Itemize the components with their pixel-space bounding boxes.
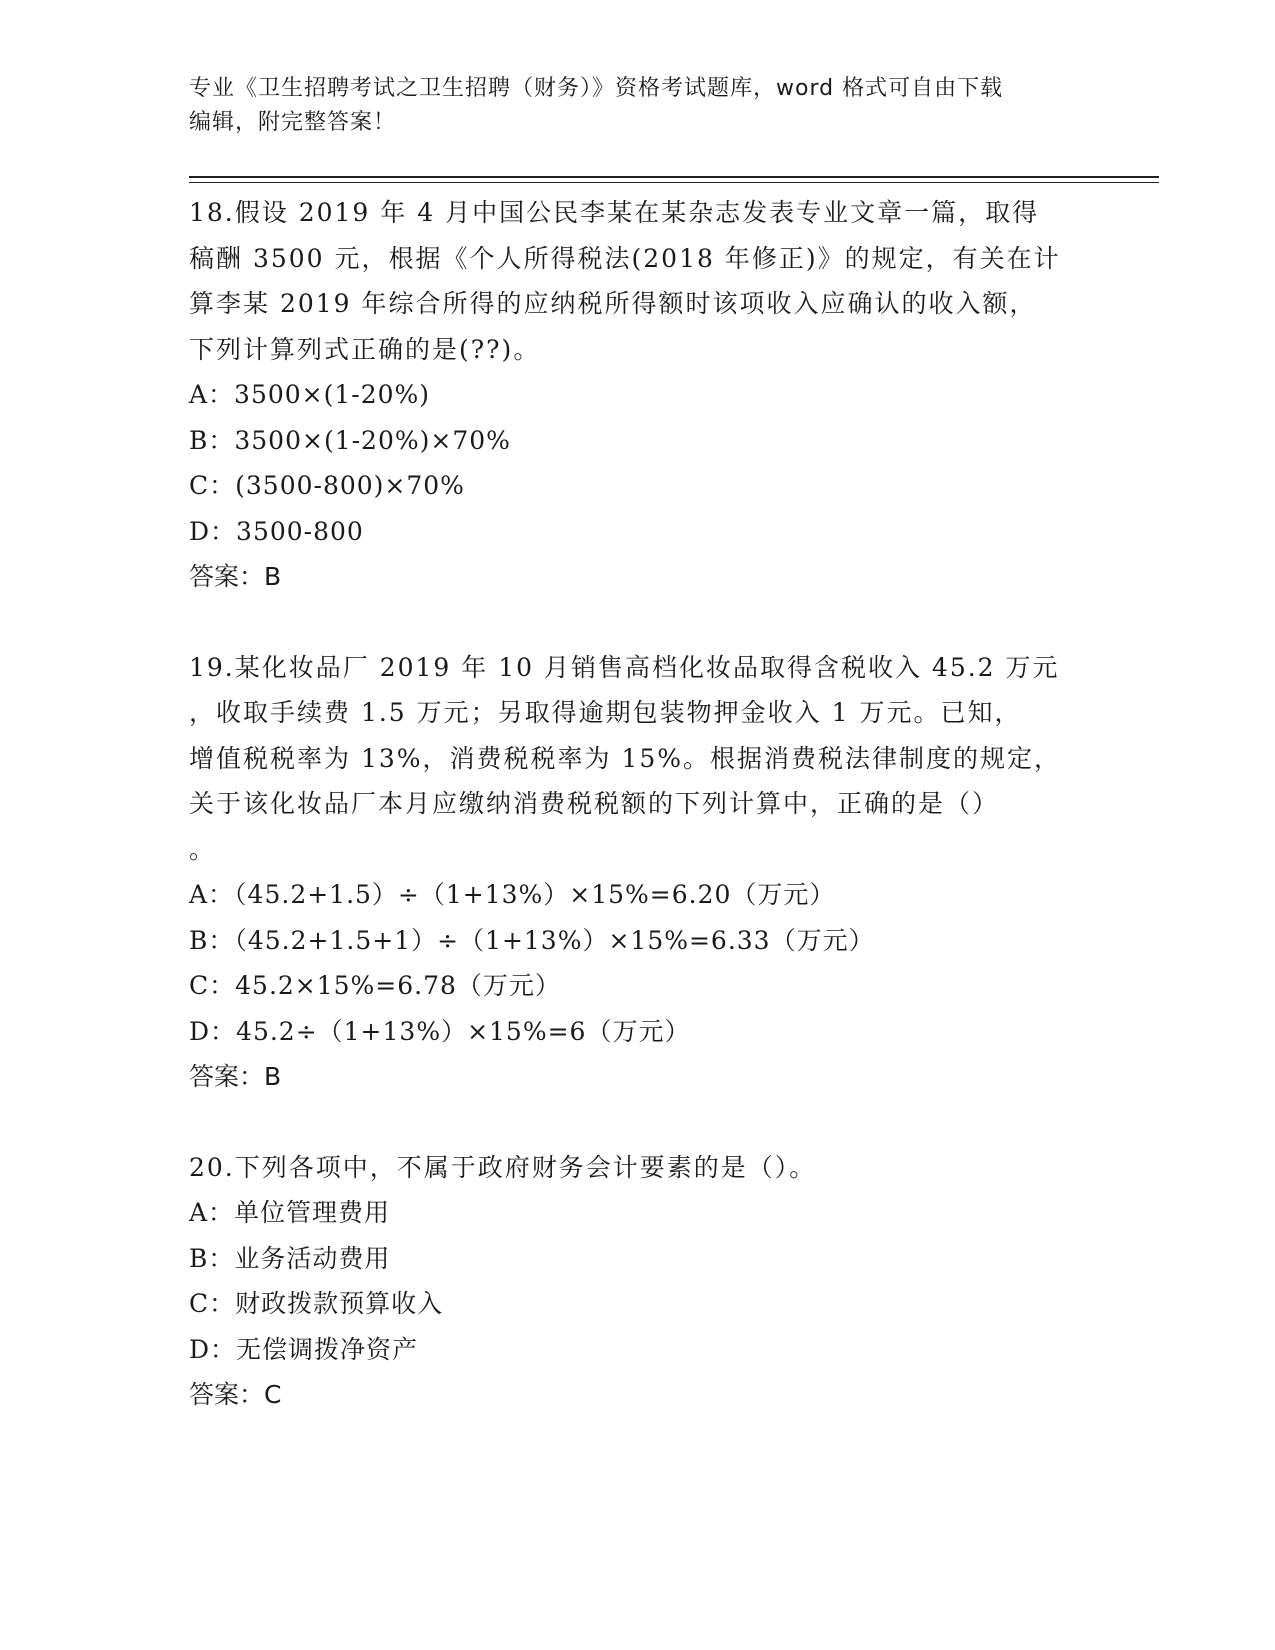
answer-line: 答案：C: [189, 1380, 282, 1409]
option-b: B：（45.2+1.5+1）÷（1+13%）×15%=6.33（万元）: [189, 925, 875, 955]
question-text-line: 。: [189, 834, 217, 864]
question-text-line: ，收取手续费 1.5 万元；另取得逾期包装物押金收入 1 万元。已知，: [189, 698, 1022, 727]
question-20: [189, 1145, 1089, 1418]
header-rule-thin: [189, 182, 1159, 183]
option-d: D：45.2÷（1+13%）×15%=6（万元）: [189, 1016, 691, 1046]
question-spacer: [189, 1100, 1089, 1145]
question-text-line: 算李某 2019 年综合所得的应纳税所得额时该项收入应确认的收入额，: [189, 289, 1037, 318]
question-text-line: 下列计算列式正确的是(??)。: [189, 334, 541, 364]
question-19: [189, 645, 1089, 1100]
option-c: C：财政拨款预算收入: [189, 1289, 444, 1318]
option-a: A：单位管理费用: [189, 1198, 391, 1227]
option-d: D：无偿调拨净资产: [189, 1334, 419, 1364]
question-text-line: 18.假设 2019 年 4 月中国公民李某在某杂志发表专业文章一篇，取得: [189, 198, 1040, 227]
option-d: D：3500-800: [189, 516, 364, 546]
header-line-1: 专业《卫生招聘考试之卫生招聘（财务）》资格考试题库，word 格式可自由下载: [189, 76, 1004, 101]
question-18: [189, 190, 1089, 600]
question-spacer: [189, 600, 1089, 645]
option-a: A：（45.2+1.5）÷（1+13%）×15%=6.20（万元）: [189, 880, 836, 909]
option-c: C：(3500-800)×70%: [189, 471, 465, 500]
question-text-line: 增值税税率为 13%，消费税税率为 15%。根据消费税法律制度的规定，: [189, 743, 1062, 773]
question-text-line: 稿酬 3500 元，根据《个人所得税法(2018 年修正)》的规定，有关在计: [189, 243, 1061, 273]
option-b: B：3500×(1-20%)×70%: [189, 425, 511, 455]
question-text-line: 19.某化妆品厂 2019 年 10 月销售高档化妆品取得含税收入 45.2 万元: [189, 652, 1060, 682]
answer-line: 答案：B: [189, 1062, 282, 1091]
answer-line: 答案：B: [189, 562, 282, 591]
question-list: [189, 190, 1089, 1418]
document-header: [189, 72, 1089, 140]
question-text-line: 20.下列各项中，不属于政府财务会计要素的是（）。: [189, 1152, 817, 1182]
header-rule-thick: [189, 176, 1159, 178]
question-text-line: 关于该化妆品厂本月应缴纳消费税税额的下列计算中，正确的是（）: [189, 789, 1000, 818]
option-c: C：45.2×15%=6.78（万元）: [189, 971, 561, 1000]
option-b: B：业务活动费用: [189, 1243, 391, 1273]
option-a: A：3500×(1-20%): [189, 380, 431, 409]
header-line-2: 编辑，附完整答案！: [189, 110, 397, 135]
